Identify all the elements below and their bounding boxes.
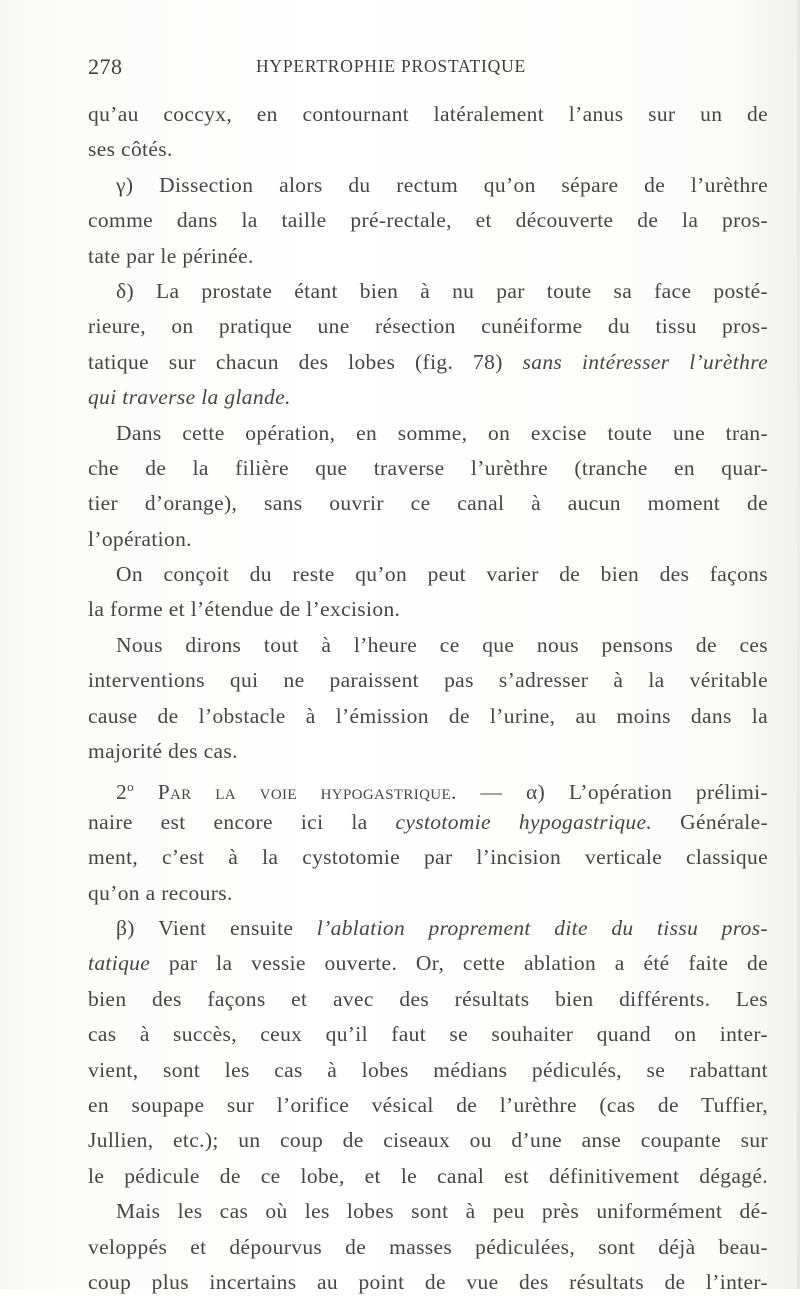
- text-run: β) Vient ensuite: [116, 915, 317, 940]
- section-number: 2: [116, 780, 128, 805]
- italic-run: sans intéresser l’urèthre: [522, 349, 769, 374]
- text-line: vient, sont les cas à lobes médians pédiculés, se rabattant: [88, 1057, 768, 1082]
- text-line: tier d’orange), sans ouvrir ce canal à aucun moment de: [88, 491, 768, 516]
- ordinal-superscript: o: [127, 779, 134, 795]
- text-line: majorité des cas.: [88, 739, 238, 764]
- text-line: bien des façons et avec des résultats bien différents. Les: [88, 986, 768, 1011]
- page-number: 278: [88, 54, 123, 79]
- text-line: ment, c’est à la cystotomie par l’incision verticale classique: [88, 845, 768, 870]
- text-run: naire est encore ici la: [88, 809, 396, 834]
- text-line: ses côtés.: [88, 137, 173, 162]
- text-line: On conçoit du reste qu’on peut varier de bien des façons: [116, 562, 768, 587]
- text-line: l’opération.: [88, 526, 192, 551]
- section-heading: Par la voie hypogastrique.: [157, 780, 457, 805]
- text-line: comme dans la taille pré-rectale, et découverte de la pros-: [88, 208, 768, 233]
- text-line: [88, 769, 768, 804]
- text-line: rieure, on pratique une résection cunéiforme du tissu pros-: [88, 314, 768, 339]
- text-line: interventions qui ne paraissent pas s’adresser à la véritable: [88, 668, 768, 693]
- text-run: tatique sur chacun des lobes (fig. 78): [88, 349, 523, 374]
- running-head: HYPERTROPHIE PROSTATIQUE: [256, 56, 527, 76]
- text-line: Nous dirons tout à l’heure ce que nous pensons de ces: [116, 632, 768, 657]
- text-line: coup plus incertains au point de vue des résultats de l’inter-: [88, 1269, 768, 1294]
- text-line: δ) La prostate étant bien à nu par toute sa face posté-: [116, 278, 768, 303]
- text-line: [88, 911, 768, 946]
- text-line: qu’on a recours.: [88, 880, 233, 905]
- text-run: — α) L’opération prélimi-: [456, 780, 768, 805]
- text-line: en soupape sur l’orifice vésical de l’urèthre (cas de Tuffier,: [88, 1092, 768, 1117]
- text-line: veloppés et dépourvus de masses pédiculées, sont déjà beau-: [88, 1234, 768, 1259]
- text-line: cas à succès, ceux qu’il faut se souhaiter quand on inter-: [88, 1022, 768, 1047]
- text-line: qu’au coccyx, en contournant latéralement l’anus sur un de: [88, 102, 768, 126]
- text-line: [88, 345, 768, 380]
- italic-run: l’ablation proprement dite du tissu pros-: [316, 915, 768, 940]
- italic-run: cystotomie hypogastrique.: [395, 809, 653, 834]
- text-line: γ) Dissection alors du rectum qu’on sépare de l’urèthre: [116, 172, 768, 197]
- text-line: [88, 946, 768, 981]
- body-text: [88, 97, 768, 1300]
- text-line: qui traverse la glande.: [88, 385, 291, 410]
- italic-run: tatique: [88, 951, 151, 976]
- page-header: [88, 54, 768, 84]
- text-line: Dans cette opération, en somme, on excise toute une tran-: [116, 420, 768, 445]
- text-line: [88, 805, 768, 840]
- text-line: tate par le périnée.: [88, 243, 254, 268]
- text-line: Mais les cas où les lobes sont à peu près uniformément dé-: [116, 1199, 768, 1224]
- text-line: cause de l’obstacle à l’émission de l’urine, au moins dans la: [88, 703, 768, 728]
- text-run: Générale-: [652, 809, 768, 834]
- text-line: le pédicule de ce lobe, et le canal est définitivement dégagé.: [88, 1163, 768, 1188]
- text-line: Jullien, etc.); un coup de ciseaux ou d’une anse coupante sur: [88, 1128, 768, 1153]
- text-line: che de la filière que traverse l’urèthre (tranche en quar-: [88, 455, 768, 480]
- text-run: par la vessie ouverte. Or, cette ablation a été faite de: [150, 951, 768, 976]
- text-line: la forme et l’étendue de l’excision.: [88, 597, 401, 622]
